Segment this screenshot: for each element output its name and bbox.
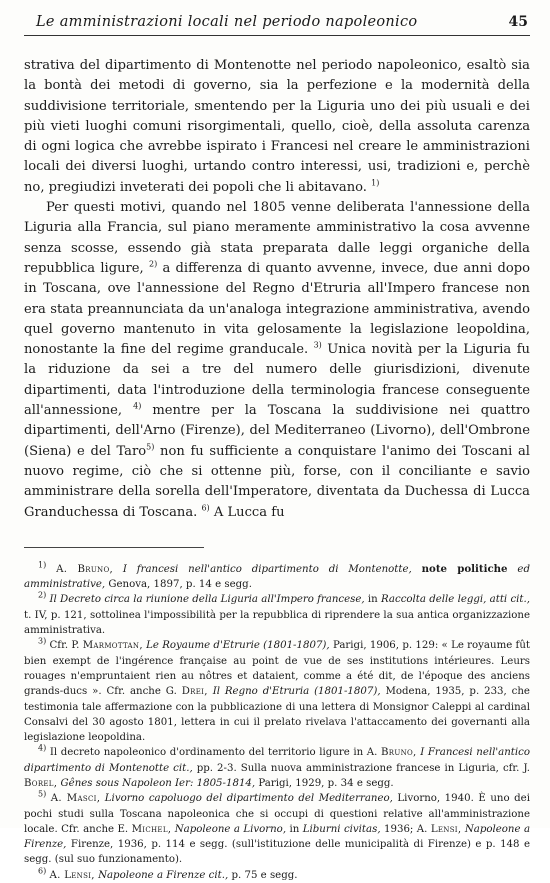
footnote-ref-2[interactable]: 2) — [149, 259, 158, 269]
footnote-5 — [24, 791, 530, 867]
paragraph-2-text-b: a differenza di quanto avvenne, invece, due anni dopo in Toscana, ove l'annessione del Regno d'Etruria all'Impero francese non era stata preannunciata da un'analoga integrazione amministrativa, avendo quel governo mantenuto in vita gelosamente la legislazione leopoldina, nonostante la fine del regime granducale. — [24, 260, 530, 358]
footnote-5-marker: 5) — [38, 789, 47, 799]
footnote-4-text1: Il decreto napoleonico d'ordinamento del territorio ligure in A. — [46, 747, 382, 759]
footnote-3-title: Le Royaume d'Etrurie (1801-1807), — [146, 640, 330, 652]
footnote-2-in: in — [364, 594, 382, 606]
footnote-5-title: Livorno capoluogo del dipartimento del Mediterraneo, — [104, 793, 393, 805]
paragraph-2-text-d: mentre per la Toscana la suddivisione nei quattro dipartimenti, dell'Arno (Firenze), del Mediterraneo (Livorno), dell'Ombrone (Siena) e del Taro — [24, 403, 530, 459]
footnote-1-author: A. Bruno, — [56, 563, 114, 575]
footnote-5-author3: Lensi, — [430, 823, 462, 835]
footnote-1-title2: ed amministrative, — [24, 563, 530, 591]
footnote-3-text1: Parigi, 1906, p. 129: « Le royaume fût bien exempt de l'ingérence française au point de vue de ses institutions intérieures. Leurs rouages n'empruntaient rien au nôtres et dataient, comme a été dit, de l'époque des anciens grands-ducs ». Cfr. anche G. — [24, 640, 530, 698]
footnote-5-title2: Napoleone a Livorno, — [174, 823, 287, 835]
footnote-4-author: Bruno, — [381, 747, 417, 759]
paragraph-2-text-c: Unica novità per la Liguria fu la riduzione da sei a tre del numero delle giurisdizioni, divenute dipartimenti, data l'introduzione della terminologia francese conseguente all'annessione, — [24, 342, 530, 419]
footnote-5-author2: Michel, — [131, 823, 172, 835]
footnote-1 — [24, 562, 530, 593]
footnote-ref-4[interactable]: 4) — [133, 401, 142, 411]
footnote-5-text3: Firenze, 1936, p. 114 e segg. (sull'istituzione delle municipalità di Firenze) e p. 148 e segg. (sul suo funzionamento). — [24, 839, 530, 866]
footnote-3-author2: Drei, — [181, 686, 208, 698]
footnote-2 — [24, 592, 530, 638]
footnote-ref-1[interactable]: 1) — [371, 178, 380, 188]
footnote-5-title3: Napoleone a Firenze, — [24, 823, 531, 851]
footnote-5-text2: 1936; A. — [380, 823, 431, 835]
footnote-4-title2: Gênes sous Napoleon Ier: 1805-1814, — [60, 777, 256, 789]
paragraph-1-text: strativa del dipartimento di Montenotte nel periodo napoleonico, esaltò sia la bontà dei metodi di governo, sia la perfezione e la modernità della suddivisione territoriale, smentendo per la Liguria uno dei più usuali e dei più vieti luoghi comuni risorgimentali, quello, cioè, della assoluta carenza di ogni logica che avrebbe ispirato i Francesi nel creare le amministrazioni locali dei diversi luoghi, urtando contro interessi, usi, tradizioni e, perchè no, pregiudizi inveterati dei popoli che li abitavano. — [24, 58, 530, 195]
footnote-2-rest: t. IV, p. 121, sottolinea l'impossibilità per la repubblica di riprendere la sua antica organizzazione amministrativa. — [24, 609, 530, 637]
paragraph-2 — [24, 198, 530, 523]
footnote-3-marker: 3) — [38, 636, 47, 646]
footnotes — [24, 562, 530, 883]
footnote-4 — [24, 745, 530, 791]
footnote-3-author: Marmottan, — [82, 640, 143, 652]
footnote-5-text1: Livorno, 1940. È uno dei pochi studi sulla Toscana napoleonica che si occupi di questioni relative all'amministrazione locale. Cfr. anche E. — [24, 793, 530, 835]
running-title: Le amministrazioni locali nel periodo napoleonico — [36, 14, 418, 30]
footnote-1-bold: note politiche — [421, 562, 508, 575]
footnote-5-journal: Liburni civitas, — [302, 823, 381, 835]
footnote-1-rest: Genova, 1897, p. 14 e segg. — [105, 579, 252, 591]
footnote-6-rest: p. 75 e segg. — [228, 869, 298, 881]
footnote-4-title: I Francesi nell'antico dipartimento di Montenotte cit., — [24, 747, 530, 774]
paragraph-2-text-e: non fu sufficiente a conquistare l'animo dei Toscani al nuovo regime, ciò che si ottenne più, forse, con il conciliante e savio amministrare della sorella dell'Imperatore, diventata da Duchessa di Lucca Granduchessa di Toscana. — [24, 443, 530, 520]
footnote-6-marker: 6) — [38, 866, 47, 876]
footnote-ref-6[interactable]: 6) — [201, 503, 210, 513]
footnote-6 — [24, 868, 530, 883]
footnote-5-author: A. Masci, — [50, 793, 101, 805]
footnote-6-title: Napoleone a Firenze cit., — [98, 869, 229, 881]
footnote-3 — [24, 638, 530, 745]
paragraph-2-text-a: Per questi motivi, quando nel 1805 venne deliberata l'annessione della Liguria alla Francia, sul piano meramente amministrativo la cosa avvenne senza scosse, essendo già stata preparata dalle leggi organiche della repubblica ligure, — [24, 200, 530, 276]
footnote-ref-5[interactable]: 5) — [146, 442, 155, 452]
paragraph-1 — [24, 56, 530, 198]
footnote-separator — [24, 547, 204, 548]
footnote-2-title: Il Decreto circa la riunione della Liguria all'Impero francese, — [49, 594, 365, 606]
footnote-4-author2: Borel, — [24, 777, 58, 789]
footnote-3-text2: Modena, 1935, p. 233, che testimonia tale affermazione con la pubblicazione di una lettera di Monsignor Caleppi al cardinal Consalvi del 30 agosto 1801, lettera in cui il prelato rivelava l'attaccamento dei governanti alla legislazione leopoldina. — [24, 686, 530, 744]
main-text — [24, 56, 530, 523]
running-head — [24, 14, 530, 36]
footnote-6-author: A. Lensi, — [49, 869, 95, 881]
footnote-2-marker: 2) — [38, 591, 47, 601]
footnote-5-in: in — [286, 823, 303, 835]
footnote-3-cfr: Cfr. P. — [46, 640, 83, 652]
page-number: 45 — [508, 14, 528, 30]
footnote-ref-3[interactable]: 3) — [313, 340, 322, 350]
footnote-1-marker: 1) — [38, 560, 47, 570]
footnote-2-collection: Raccolta delle leggi, atti cit., — [381, 594, 530, 606]
footnote-4-text2: pp. 2-3. Sulla nuova amministrazione francese in Liguria, cfr. J. — [192, 762, 530, 774]
footnote-4-marker: 4) — [38, 744, 47, 753]
footnote-1-title: I francesi nell'antico dipartimento di Montenotte, — [122, 563, 412, 575]
paragraph-2-text-f: A Lucca fu — [209, 504, 285, 520]
footnote-4-text3: Parigi, 1929, p. 34 e segg. — [255, 777, 394, 789]
footnote-3-title2: Il Regno d'Etruria (1801-1807), — [212, 686, 381, 698]
